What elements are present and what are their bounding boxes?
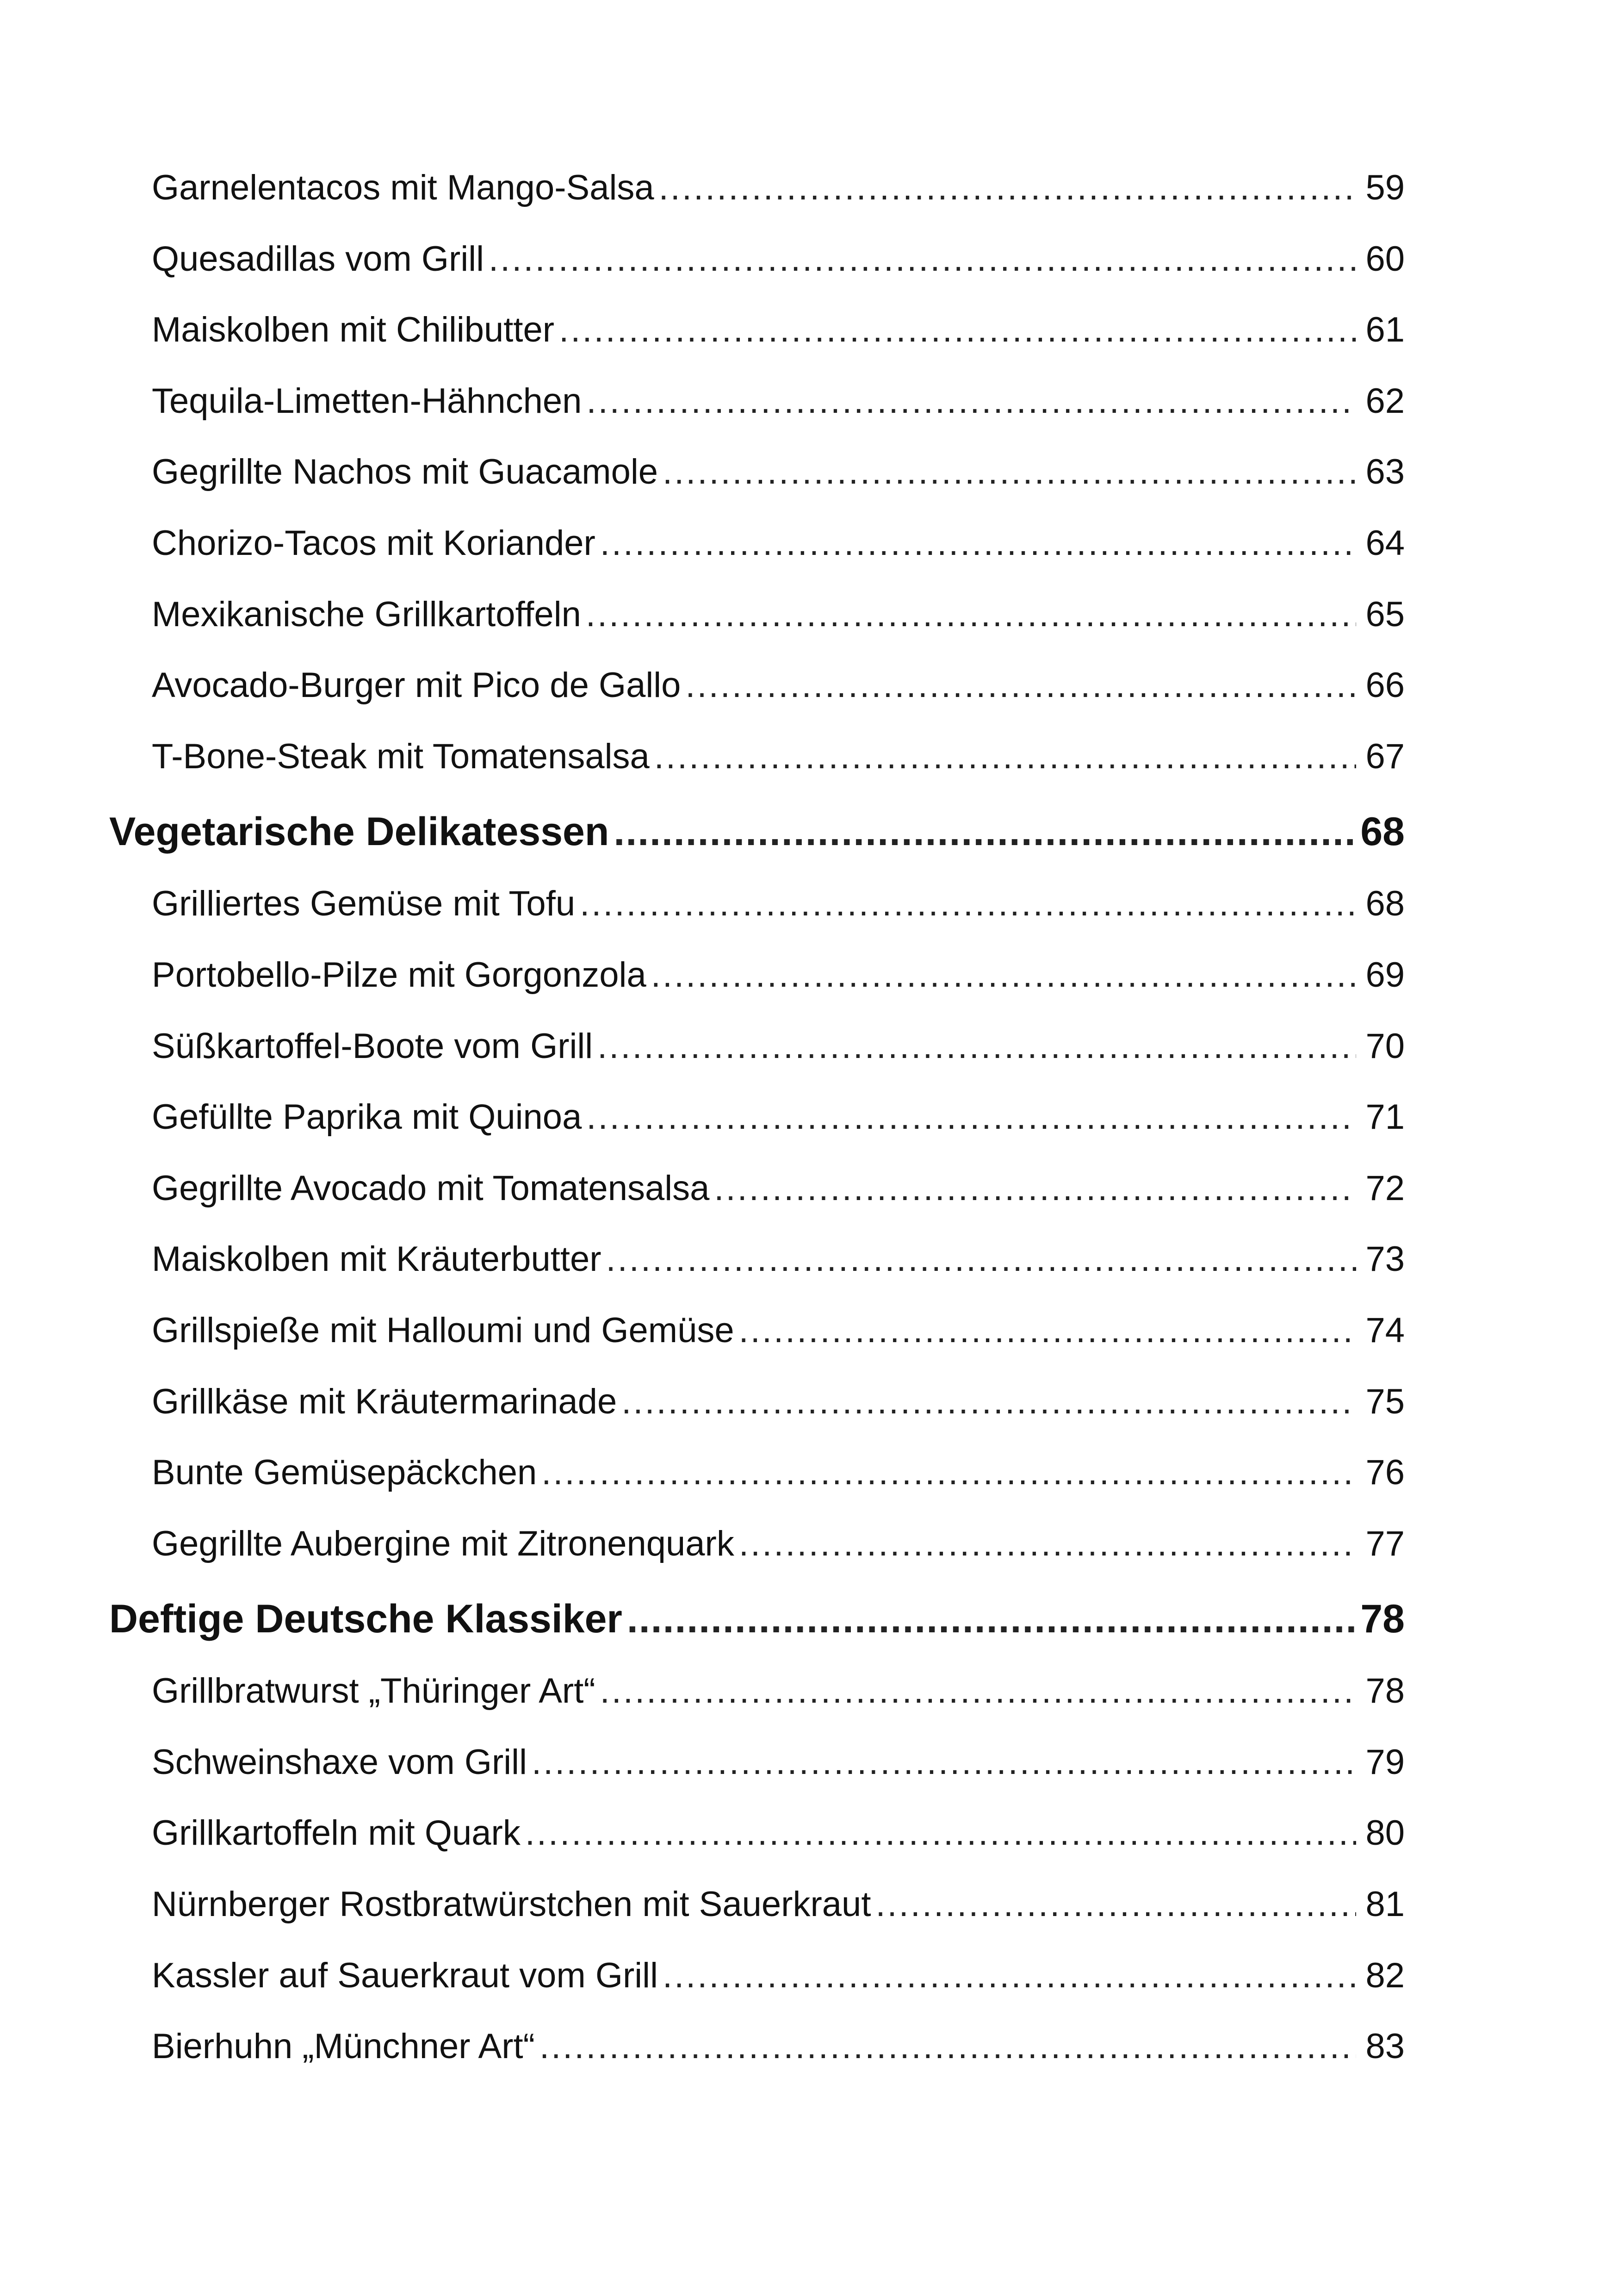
- toc-entry: [109, 726, 1405, 797]
- dot-leader: [600, 1671, 1356, 1711]
- toc-entry: [109, 1874, 1405, 1945]
- page-number: 80: [1365, 1813, 1405, 1853]
- entry-title: Maiskolben mit Chilibutter: [152, 310, 555, 350]
- dot-leader: [654, 736, 1356, 777]
- page-number: 81: [1365, 1885, 1405, 1924]
- entry-title: Nürnberger Rostbratwürstchen mit Sauerkraut: [152, 1885, 871, 1924]
- page-number: 75: [1365, 1381, 1405, 1421]
- dot-leader: [663, 1955, 1356, 1996]
- toc-entry: [109, 1945, 1405, 2016]
- entry-title: Süßkartoffel-Boote vom Grill: [152, 1026, 593, 1066]
- page-number: 69: [1365, 955, 1405, 995]
- dot-leader: [606, 1239, 1356, 1279]
- toc-entry: [109, 157, 1405, 229]
- entry-title: Bierhuhn „Münchner Art“: [152, 2027, 535, 2066]
- toc-entry: [109, 1158, 1405, 1229]
- entry-title: Tequila-Limetten-Hähnchen: [152, 381, 582, 421]
- page-number: 78: [1365, 1671, 1405, 1711]
- dot-leader: [559, 310, 1356, 350]
- entry-title: Kassler auf Sauerkraut vom Grill: [152, 1955, 658, 1995]
- toc-entry: [109, 442, 1405, 513]
- page-number: 65: [1365, 594, 1405, 634]
- page-number: 74: [1365, 1310, 1405, 1350]
- page-number: 73: [1365, 1239, 1405, 1279]
- toc-section-heading: [109, 797, 1405, 873]
- toc-entry: [109, 1229, 1405, 1300]
- dot-leader: [659, 168, 1356, 208]
- dot-leader: [532, 1742, 1356, 1782]
- toc-entry: [109, 299, 1405, 371]
- page-number: 77: [1365, 1524, 1405, 1563]
- entry-title: Gegrillte Avocado mit Tomatensalsa: [152, 1168, 710, 1208]
- entry-title: Maiskolben mit Kräuterbutter: [152, 1239, 601, 1279]
- page-number: 61: [1365, 310, 1405, 350]
- toc-entry: [109, 1300, 1405, 1371]
- page-number: 72: [1365, 1168, 1405, 1208]
- page-number: 83: [1365, 2027, 1405, 2066]
- dot-leader: [489, 239, 1356, 279]
- section-title: Vegetarische Delikatessen: [109, 809, 609, 854]
- entry-title: Grillbratwurst „Thüringer Art“: [152, 1671, 595, 1711]
- page-number: 79: [1365, 1742, 1405, 1782]
- toc-entry: [109, 1661, 1405, 1732]
- page-number: 76: [1365, 1453, 1405, 1493]
- toc-entry: [109, 229, 1405, 300]
- toc-entry: [109, 1803, 1405, 1874]
- entry-title: Schweinshaxe vom Grill: [152, 1742, 527, 1782]
- page-number: 63: [1365, 452, 1405, 492]
- dot-leader: [597, 1026, 1356, 1066]
- entry-title: Quesadillas vom Grill: [152, 239, 484, 279]
- toc-entry: [109, 584, 1405, 655]
- entry-title: Bunte Gemüsepäckchen: [152, 1453, 537, 1493]
- toc-entry: [109, 513, 1405, 584]
- entry-title: Gegrillte Nachos mit Guacamole: [152, 452, 658, 492]
- dot-leader: [627, 1596, 1356, 1642]
- dot-leader: [621, 1381, 1356, 1422]
- dot-leader: [586, 1097, 1356, 1137]
- dot-leader: [539, 2026, 1356, 2066]
- toc-entry: [109, 1732, 1405, 1803]
- toc-entry: [109, 873, 1405, 945]
- page-number: 78: [1360, 1597, 1405, 1642]
- page-number: 62: [1365, 381, 1405, 421]
- section-title: Deftige Deutsche Klassiker: [109, 1597, 622, 1642]
- entry-title: Mexikanische Grillkartoffeln: [152, 594, 581, 634]
- toc-entry: [109, 1513, 1405, 1585]
- dot-leader: [614, 809, 1356, 855]
- entry-title: Gefüllte Paprika mit Quinoa: [152, 1097, 582, 1137]
- entry-title: Gegrillte Aubergine mit Zitronenquark: [152, 1524, 734, 1563]
- page-number: 67: [1365, 736, 1405, 776]
- entry-title: Avocado-Burger mit Pico de Gallo: [152, 666, 681, 705]
- toc-entry: [109, 945, 1405, 1016]
- page-number: 68: [1360, 809, 1405, 854]
- dot-leader: [586, 594, 1356, 635]
- dot-leader: [586, 381, 1356, 421]
- page-number: 60: [1365, 239, 1405, 279]
- dot-leader: [875, 1884, 1356, 1924]
- table-of-contents: [109, 157, 1405, 2087]
- toc-entry: [109, 2016, 1405, 2087]
- entry-title: Grillspieße mit Halloumi und Gemüse: [152, 1310, 734, 1350]
- page-number: 68: [1365, 884, 1405, 924]
- toc-entry: [109, 1442, 1405, 1513]
- entry-title: Garnelentacos mit Mango-Salsa: [152, 168, 654, 207]
- page-number: 66: [1365, 666, 1405, 705]
- dot-leader: [739, 1524, 1356, 1564]
- page-number: 59: [1365, 168, 1405, 207]
- entry-title: Grilliertes Gemüse mit Tofu: [152, 884, 576, 924]
- entry-title: T-Bone-Steak mit Tomatensalsa: [152, 736, 650, 776]
- page-number: 71: [1365, 1097, 1405, 1137]
- entry-title: Chorizo-Tacos mit Koriander: [152, 523, 595, 563]
- entry-title: Portobello-Pilze mit Gorgonzola: [152, 955, 646, 995]
- dot-leader: [685, 665, 1356, 705]
- dot-leader: [739, 1310, 1356, 1350]
- toc-entry: [109, 655, 1405, 726]
- entry-title: Grillkäse mit Kräutermarinade: [152, 1381, 617, 1421]
- page-number: 70: [1365, 1026, 1405, 1066]
- dot-leader: [651, 955, 1356, 995]
- toc-entry: [109, 1087, 1405, 1158]
- dot-leader: [600, 523, 1356, 563]
- dot-leader: [525, 1813, 1356, 1853]
- toc-entry: [109, 1371, 1405, 1443]
- page-number: 82: [1365, 1955, 1405, 1995]
- toc-entry: [109, 1016, 1405, 1087]
- dot-leader: [714, 1168, 1356, 1208]
- toc-entry: [109, 371, 1405, 442]
- page-number: 64: [1365, 523, 1405, 563]
- dot-leader: [541, 1452, 1356, 1493]
- toc-section-heading: [109, 1584, 1405, 1661]
- dot-leader: [580, 884, 1356, 924]
- entry-title: Grillkartoffeln mit Quark: [152, 1813, 521, 1853]
- dot-leader: [663, 452, 1356, 492]
